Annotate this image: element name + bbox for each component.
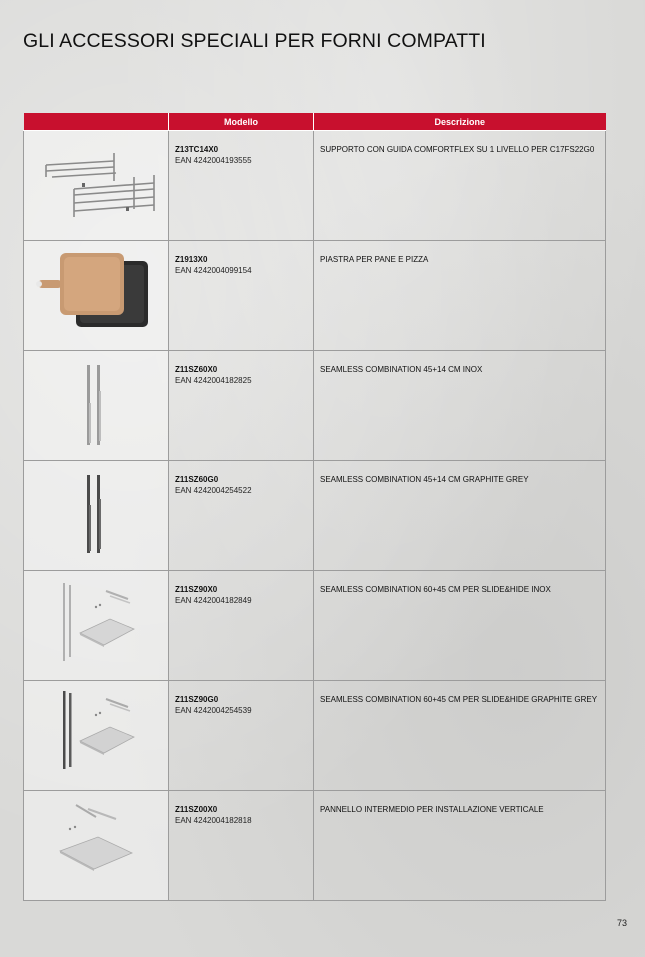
product-image-cell — [24, 791, 169, 901]
model-code: Z11SZ60G0 — [175, 475, 219, 484]
model-code: Z11SZ60X0 — [175, 365, 218, 374]
model-cell — [169, 791, 314, 901]
table-row — [24, 681, 606, 791]
model-cell — [169, 131, 314, 241]
page-number: 73 — [617, 918, 628, 928]
graphite-strips-icon — [24, 461, 168, 557]
model-cell — [169, 571, 314, 681]
table-row — [24, 131, 606, 241]
steel-strips-icon — [24, 351, 168, 447]
steel-strips-panel-icon — [24, 571, 168, 667]
image-column-header — [24, 113, 169, 131]
description-column-header: Descrizione — [314, 113, 606, 131]
description-text: SEAMLESS COMBINATION 45+14 CM GRAPHITE GREY — [320, 475, 529, 484]
product-image-cell — [24, 241, 169, 351]
table-row — [24, 461, 606, 571]
description-cell — [314, 791, 606, 901]
model-cell — [169, 241, 314, 351]
description-cell — [314, 241, 606, 351]
description-cell — [314, 681, 606, 791]
table-row — [24, 791, 606, 901]
pizza-board-icon — [24, 241, 168, 337]
model-column-header: Modello — [169, 113, 314, 131]
model-code: Z1913X0 — [175, 255, 208, 264]
model-cell — [169, 461, 314, 571]
description-text: PANNELLO INTERMEDIO PER INSTALLAZIONE VERTICALE — [320, 805, 544, 814]
accessories-table — [23, 113, 606, 901]
model-code: Z11SZ90G0 — [175, 695, 219, 704]
table-row — [24, 571, 606, 681]
intermediate-panel-icon — [24, 791, 168, 887]
page-title: GLI ACCESSORI SPECIALI PER FORNI COMPATTI — [23, 30, 486, 52]
model-code: Z11SZ90X0 — [175, 585, 218, 594]
description-cell — [314, 131, 606, 241]
product-image-cell — [24, 351, 169, 461]
product-image-cell — [24, 681, 169, 791]
model-ean: EAN 4242004193555 — [175, 156, 252, 165]
model-ean: EAN 4242004182818 — [175, 816, 252, 825]
model-ean: EAN 4242004182825 — [175, 376, 252, 385]
description-text: SEAMLESS COMBINATION 60+45 CM PER SLIDE&HIDE INOX — [320, 585, 551, 594]
description-text: SEAMLESS COMBINATION 60+45 CM PER SLIDE&HIDE GRAPHITE GREY — [320, 695, 598, 704]
description-text: SUPPORTO CON GUIDA COMFORTFLEX SU 1 LIVELLO PER C17FS22G0 — [320, 145, 595, 154]
model-code: Z11SZ00X0 — [175, 805, 218, 814]
product-image-cell — [24, 131, 169, 241]
table-row — [24, 241, 606, 351]
model-code: Z13TC14X0 — [175, 145, 219, 154]
table-row — [24, 351, 606, 461]
graphite-strips-panel-icon — [24, 681, 168, 777]
product-image-cell — [24, 461, 169, 571]
model-ean: EAN 4242004254539 — [175, 706, 252, 715]
description-text: PIASTRA PER PANE E PIZZA — [320, 255, 429, 264]
description-cell — [314, 351, 606, 461]
model-cell — [169, 351, 314, 461]
table-header-row — [24, 113, 606, 131]
description-text: SEAMLESS COMBINATION 45+14 CM INOX — [320, 365, 483, 374]
description-cell — [314, 571, 606, 681]
model-ean: EAN 4242004254522 — [175, 486, 252, 495]
model-ean: EAN 4242004099154 — [175, 266, 252, 275]
model-cell — [169, 681, 314, 791]
model-ean: EAN 4242004182849 — [175, 596, 252, 605]
description-cell — [314, 461, 606, 571]
product-image-cell — [24, 571, 169, 681]
oven-rack-guides-icon — [24, 131, 168, 227]
